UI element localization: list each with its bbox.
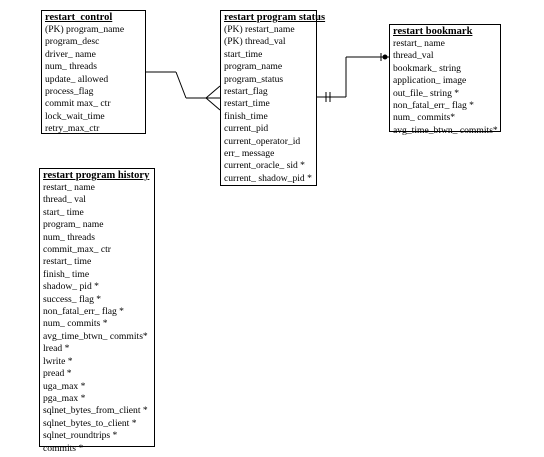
entity-field: restart_time [224,98,270,110]
entity-field: bookmark_ string [393,62,461,74]
entity-field: avg_time_btwn_ commits* [393,124,498,136]
entity-field: sqlnet_roundtrips * [43,430,118,442]
entity-title: restart program history [43,170,150,181]
entity-field: pga_max * [43,392,86,404]
entity-field: restart_ time [43,256,92,268]
entity-field: update_ allowed [45,73,109,85]
entity-field: start_time [224,48,263,60]
entity-field: commit_max_ ctr [43,244,111,256]
relationship-status-to-bookmark [317,53,389,102]
entity-field: thread_ val [43,194,86,206]
entity-field: non_fatal_err_ flag * [43,306,124,318]
entity-field: success_ flag * [43,293,102,305]
entity-field: num_ commits* [393,112,456,124]
entity-field: process_flag [45,86,94,98]
entity-field: program_desc [45,36,100,48]
entity-field: current_ shadow_pid * [224,172,312,184]
entity-field: thread_val [393,50,434,62]
entity-title: restart bookmark [393,26,473,37]
entity-field: lwrite * [43,355,73,367]
entity-field: driver_ name [45,48,96,60]
entity-field: lread * [43,343,70,355]
entity-field: retry_max_ctr [45,123,100,135]
entity-field: restart_ name [43,182,95,193]
entity-field: restart_flag [224,86,268,98]
entity-field: commits * [43,442,84,454]
entity-field: non_fatal_err_ flag * [393,100,474,112]
entity-field: application_ image [393,75,467,87]
entity-field: program_name [224,61,283,73]
entity-field: err_ message [224,148,275,160]
entity-field: (PK) thread_val [224,36,286,48]
entity-title: restart program status [224,12,326,23]
entity-field: shadow_ pid * [43,281,99,293]
relationship-control-to-status [146,72,220,110]
entity-field: avg_time_btwn_ commits* [43,330,148,342]
entity-field: start_ time [43,206,84,218]
entity-field: current_pid [224,123,269,135]
entity-field: program_status [224,73,284,85]
entity-field: (PK) program_name [45,24,125,35]
entity-field: uga_max * [43,380,86,392]
entity-field: current_oracle_ sid * [224,160,305,172]
entity-field: program_ name [43,219,104,231]
entity-field: num_ threads [43,231,95,243]
entity-field: current_operator_id [224,135,301,147]
entity-title: restart_control [45,12,113,23]
entity-field: finish_time [224,110,268,122]
entity-field: pread * [43,368,72,380]
entity-field: num_ commits * [43,318,108,330]
entity-field: (PK) restart_name [224,24,295,35]
entity-field: commit max_ ctr [45,98,111,110]
entity-field: out_file_ string * [393,87,460,99]
entity-field: sqlnet_bytes_from_client * [43,405,148,417]
entity-field: num_ threads [45,61,97,73]
entity-field: restart_ name [393,38,445,49]
entity-field: sqlnet_bytes_to_client * [43,417,137,429]
entity-field: lock_wait_time [45,110,105,122]
entity-field: finish_ time [43,268,90,280]
